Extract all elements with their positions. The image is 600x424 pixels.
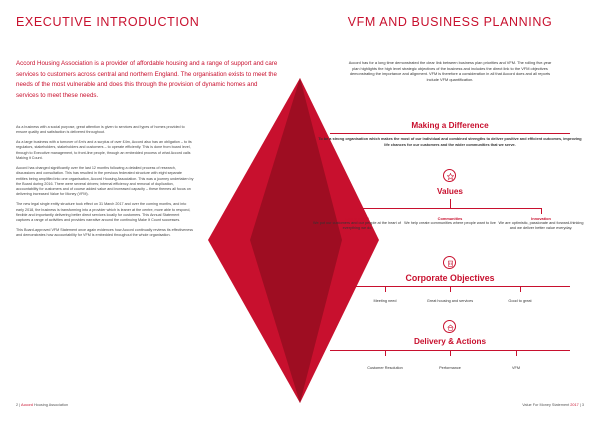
value-communities: [404, 216, 496, 226]
body-paragraph: As a business with a social purpose, great attention is given to services and types of homes provided to ensure quality and satisfaction is delivered throughout.: [16, 125, 185, 135]
value-heading: Commitment: [345, 216, 369, 221]
objective-item: Good to great: [508, 299, 532, 303]
connector: [520, 286, 521, 292]
connector: [450, 286, 451, 292]
body-paragraph: Accord has changed significantly over the last 12 months following a detailed process of research, discussions and consultation. This has resulted in the previous federated structure with eight separate entities being amplified into one organisation, Accord Housing Association. This was a journey undertaken by the Board during 2016. There were several drivers; internal efficiency and removal of duplication, accountability for customers and of course added value and increased capacity – these themes all focus on delivering increased Value for Money (VFM).: [16, 165, 194, 197]
footer-label: Value For Money Statement: [522, 403, 570, 407]
footer-right: [522, 403, 584, 407]
making-difference-title: Making a Difference: [411, 121, 489, 130]
value-text: We help create communities where people want to live: [404, 221, 496, 225]
body-paragraph: The new legal single entity structure took effect on 31 March 2017 and over the coming months, and into early 2018, the business is transforming into a provider which is leaner at the centre, more able to respond, flexible and importantly delivering better direct services locally for customers. This Annual Statement captures a range of activities and provides narrative around the continuing Make It Count successes.: [16, 202, 191, 223]
objectives-title: Corporate Objectives: [405, 273, 495, 283]
footer-separator: |: [19, 403, 21, 407]
house-icon: [443, 320, 456, 333]
connector: [357, 208, 541, 209]
body-paragraph: This Board-approved VFM Statement once again evidences how Accord continually reviews its effectiveness and demonstrates how accountability for VFM is embedded throughout the whole organisation.: [16, 228, 194, 238]
connector: [450, 350, 451, 356]
connector: [541, 208, 542, 214]
objective-item: Meeting need: [373, 299, 397, 303]
values-title: Values: [437, 187, 463, 196]
value-text: We are optimistic, passionate and forward-thinking and we deliver better value everyday.: [498, 221, 584, 231]
body-paragraph: As a large business with a turnover of £m's and a surplus of over £4m, Accord also has an obligation – to its regulators, stakeholders, stakeholders and customers – to operate efficiently. This is done from board level, through to Executive management, to front-line people, through an embedded process of what Accord calls Making it Count.: [16, 140, 192, 161]
star-icon: [443, 169, 456, 182]
intro-lead: Accord Housing Association is a provider of affordable housing and a range of support and care services to customers across central and northern England. The organisation exists to meet the needs of the most vulnerable and does this through the provision of dynamic homes and services to meet these needs.: [16, 60, 278, 99]
value-text: We put our customers and our people at the heart of everything we do: [313, 221, 401, 231]
making-difference-text: To be a strong organisation which makes the most of our individual and combined strengths to deliver positive and efficient outcomes, improving life chances for our customers and the wider communities that we serve.: [318, 137, 582, 147]
page-title: VFM AND BUSINESS PLANNING: [347, 15, 553, 29]
footer-brand: Accord: [21, 403, 33, 407]
page-title: EXECUTIVE INTRODUCTION: [16, 15, 200, 29]
value-heading: Communities: [437, 216, 463, 221]
building-icon: [443, 256, 456, 269]
footer-left: [16, 403, 68, 407]
value-commitment: [311, 216, 403, 232]
footer-separator: |: [579, 403, 581, 407]
vfm-intro: Accord has for a long time demonstrated the clear link between business plan priorities and VFM. The rolling five-year plan highlights the high level strategic objectives of the business and includes the direct link to the VFM objectives demonstrating the importance and alignment. VFM is therefore a consideration in all that Accord does and all reports include VFM quantification.: [348, 60, 552, 83]
connector: [450, 199, 451, 208]
page-number: 3: [581, 403, 584, 407]
divider: [330, 133, 570, 134]
connector: [385, 286, 386, 292]
page-number: 2: [16, 403, 19, 407]
footer-year: 2017: [570, 403, 579, 407]
value-heading: Innovation: [531, 216, 551, 221]
delivery-item: Customer Resolution: [367, 366, 403, 370]
delivery-item: Performance: [439, 366, 461, 370]
objective-item: Great housing and services: [426, 299, 474, 303]
right-page: [300, 0, 600, 424]
connector: [385, 350, 386, 356]
connector: [357, 208, 358, 214]
delivery-title: Delivery & Actions: [413, 337, 487, 346]
delivery-item: VFM: [511, 366, 520, 370]
value-innovation: [495, 216, 587, 232]
footer-org: Housing Association: [33, 403, 69, 407]
connector: [516, 350, 517, 356]
